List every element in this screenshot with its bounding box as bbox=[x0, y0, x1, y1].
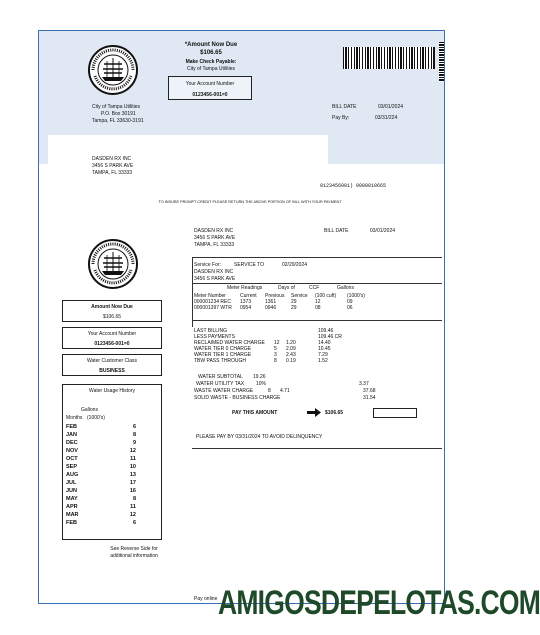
solid-waste-label: SOLID WASTE - BUSINESS CHARGE bbox=[194, 395, 281, 401]
history-month: APR bbox=[66, 504, 78, 510]
history-value: 10 bbox=[129, 464, 136, 470]
meter-cell: 1373 bbox=[240, 299, 252, 305]
meter-row bbox=[194, 305, 375, 311]
history-row bbox=[66, 455, 136, 463]
usage-history-box bbox=[62, 384, 162, 540]
history-value: 11 bbox=[130, 456, 136, 462]
account-number-label: Your Account Number bbox=[87, 331, 137, 337]
customer-street: 3456 S PARK AVE bbox=[92, 163, 134, 169]
stub-make-check-label: Make Check Payable: bbox=[185, 59, 237, 65]
charge-label: RECLAIMED WATER CHARGE bbox=[194, 340, 265, 346]
charge-rate: 1.20 bbox=[286, 340, 296, 346]
city-seal-top-icon bbox=[88, 44, 138, 96]
meter-cell: 09 bbox=[347, 299, 353, 305]
amount-due-label: Amount Now Due bbox=[91, 304, 133, 310]
days-of-label: Days of bbox=[278, 285, 295, 291]
stub-account-label: Your Account Number bbox=[185, 81, 235, 87]
waste-label: WASTE WATER CHARGE bbox=[194, 388, 254, 394]
amount-enclosed-field[interactable] bbox=[373, 408, 417, 418]
stub-amount-label: *Amount Now Due bbox=[184, 42, 238, 48]
charges-list bbox=[194, 328, 378, 364]
amount-due-box bbox=[62, 300, 162, 322]
return-note: TO INSURE PROMPT CREDIT PLEASE RETURN THE ABOVE PORTION OF BILL WITH YOUR PAYMENT bbox=[158, 200, 342, 204]
history-row bbox=[66, 447, 136, 455]
history-row bbox=[66, 503, 136, 511]
history-month: JUL bbox=[66, 480, 77, 486]
history-month: JAN bbox=[66, 432, 78, 438]
account-number-box bbox=[62, 327, 162, 349]
charge-rate: 2.43 bbox=[286, 352, 296, 358]
meter-cell: 1361 bbox=[265, 299, 277, 305]
history-col-units: (1000's) bbox=[87, 415, 105, 421]
meter-cell: 000001397 WTR bbox=[194, 305, 232, 311]
stub-account-box bbox=[168, 76, 252, 100]
meter-cell: 29 bbox=[291, 305, 297, 311]
charge-rate: 2.09 bbox=[286, 346, 296, 352]
meter-cell: (100 cuft) bbox=[315, 293, 337, 299]
history-row bbox=[66, 519, 136, 527]
scan-line: 0123456001) 0000010665 bbox=[320, 183, 387, 189]
charge-qty: 5 bbox=[274, 346, 277, 352]
history-value: 16 bbox=[129, 488, 136, 494]
barcode-top bbox=[343, 47, 435, 69]
remit-po: P.O. Box 30191 bbox=[101, 111, 136, 117]
history-value: 12 bbox=[129, 512, 136, 518]
history-row bbox=[66, 423, 136, 431]
customer-class-value: BUSINESS bbox=[99, 368, 125, 374]
bill-date-value: 03/01/2024 bbox=[370, 228, 396, 234]
history-row bbox=[66, 511, 136, 519]
watermark: AMIGOSDEPELOTAS.COM bbox=[218, 584, 540, 622]
customer-class-label: Water Customer Class bbox=[86, 358, 138, 364]
charge-qty: 8 bbox=[274, 358, 277, 364]
reverse-note-2: additional information bbox=[110, 553, 158, 559]
charge-amount: 10.45 bbox=[318, 346, 331, 352]
charge-label: LESS PAYMENTS bbox=[194, 334, 235, 340]
barcode-vertical bbox=[439, 42, 444, 82]
meter-cell: Previous bbox=[265, 293, 285, 299]
service-for-label: Service For: bbox=[194, 262, 221, 268]
history-value: 6 bbox=[132, 520, 136, 526]
history-value: 9 bbox=[132, 440, 136, 446]
meter-cell: (1000's) bbox=[347, 293, 365, 299]
history-row bbox=[66, 487, 136, 495]
charge-amount: 7.29 bbox=[318, 352, 328, 358]
charge-label: TBW PASS THROUGH bbox=[194, 358, 247, 364]
reverse-note-1: See Reverse Side for bbox=[110, 546, 158, 552]
service-to-date: 02/29/2024 bbox=[282, 262, 308, 268]
customer-class-box bbox=[62, 354, 162, 376]
stub-amount-value: $106.65 bbox=[200, 50, 222, 56]
history-col-month: Months bbox=[66, 415, 83, 421]
history-row bbox=[66, 495, 136, 503]
history-month: NOV bbox=[66, 448, 78, 454]
divider bbox=[192, 320, 442, 321]
usage-history-table bbox=[66, 423, 136, 527]
history-value: 8 bbox=[132, 496, 136, 502]
service-to-label: SERVICE TO bbox=[234, 262, 265, 268]
waste-value: 37.68 bbox=[363, 388, 376, 394]
charge-label: WATER TIER 0 CHARGE bbox=[194, 346, 252, 352]
divider bbox=[192, 283, 442, 284]
customer-name: DASDEN RX INC bbox=[92, 156, 132, 162]
tax-value: 3.37 bbox=[359, 381, 369, 387]
charge-amount: 14.40 bbox=[318, 340, 331, 346]
delinquency-note: PLEASE PAY BY 03/31/2024 TO AVOID DELINQUENCY bbox=[196, 434, 323, 440]
meter-cell: Service bbox=[291, 293, 308, 299]
meter-cell: Current bbox=[240, 293, 257, 299]
history-value: 8 bbox=[132, 432, 136, 438]
history-row bbox=[66, 439, 136, 447]
ccf-label: CCF bbox=[309, 285, 320, 291]
address-window-panel bbox=[48, 135, 328, 192]
account-number-value: 0123456-001=0 bbox=[94, 341, 130, 347]
solid-waste-value: 31.54 bbox=[363, 395, 376, 401]
charge-amount: 109.46 bbox=[318, 328, 334, 334]
waste-qty: 8 bbox=[268, 388, 271, 394]
stub-bill-date-label: BILL DATE bbox=[332, 104, 357, 110]
meter-cell: 06 bbox=[347, 305, 353, 311]
subtotal-value: 19.26 bbox=[253, 374, 266, 380]
charge-row bbox=[194, 358, 378, 364]
stub-pay-by: 03/31/224 bbox=[375, 115, 398, 121]
meter-cell: 29 bbox=[291, 299, 297, 305]
charge-rate: 0.19 bbox=[286, 358, 296, 364]
bill-street: 3456 S PARK AVE bbox=[194, 235, 236, 241]
history-value: 12 bbox=[129, 448, 136, 454]
remit-name: City of Tampa Utilities bbox=[92, 104, 140, 110]
meter-cell: Meter Number bbox=[194, 293, 226, 299]
history-col-gallons: Gallons bbox=[81, 407, 98, 413]
tax-label: WATER UTILITY TAX bbox=[196, 381, 245, 387]
remit-city: Tampa, FL 33630-3191 bbox=[92, 118, 144, 124]
divider bbox=[192, 257, 442, 258]
bill-date-label: BILL DATE bbox=[324, 228, 349, 234]
history-month: OCT bbox=[66, 456, 78, 462]
bill-name: DASDEN RX INC bbox=[194, 228, 234, 234]
history-value: 6 bbox=[132, 424, 136, 430]
waste-rate: 4.71 bbox=[280, 388, 290, 394]
history-row bbox=[66, 479, 136, 487]
charge-amount: 1.52 bbox=[318, 358, 328, 364]
subtotal-label: WATER SUBTOTAL bbox=[198, 374, 243, 380]
pay-online-link[interactable]: Pay online bbox=[194, 596, 218, 602]
history-month: FEB bbox=[66, 424, 77, 430]
divider bbox=[192, 448, 442, 449]
stub-payee: City of Tampa Utilities bbox=[187, 66, 235, 72]
history-month: MAY bbox=[66, 496, 78, 502]
history-month: DEC bbox=[66, 440, 78, 446]
history-month: JUN bbox=[66, 488, 78, 494]
meter-cell: 0954 bbox=[240, 305, 252, 311]
history-row bbox=[66, 471, 136, 479]
meter-readings-label: Meter Readings bbox=[227, 285, 263, 291]
meter-cell: 08 bbox=[315, 305, 321, 311]
amount-due-value: $106.65 bbox=[102, 314, 122, 320]
pay-this-amount-label: PAY THIS AMOUNT bbox=[232, 410, 278, 416]
customer-city: TAMPA, FL 33333 bbox=[92, 170, 133, 176]
service-name: DASDEN RX INC bbox=[194, 269, 234, 275]
meter-table bbox=[194, 293, 375, 311]
history-month: FEB bbox=[66, 520, 77, 526]
stub-bill-date: 03/01/2024 bbox=[378, 104, 404, 110]
history-month: AUG bbox=[66, 472, 79, 478]
arrow-right-icon bbox=[307, 408, 321, 417]
history-month: MAR bbox=[66, 512, 79, 518]
city-seal-icon bbox=[88, 238, 138, 290]
usage-history-title: Water Usage History bbox=[89, 388, 135, 394]
charge-amount: 109.46 CR bbox=[318, 334, 342, 340]
tax-rate: 10% bbox=[256, 381, 267, 387]
stub-pay-by-label: Pay By: bbox=[332, 115, 350, 121]
history-row bbox=[66, 431, 136, 439]
bill-city: TAMPA, FL 33333 bbox=[194, 242, 235, 248]
history-month: SEP bbox=[66, 464, 78, 470]
charge-label: LAST BILLING bbox=[194, 328, 227, 334]
meter-cell: 0946 bbox=[265, 305, 277, 311]
history-value: 17 bbox=[129, 480, 136, 486]
history-value: 11 bbox=[130, 504, 136, 510]
meter-cell: 000001234 REC bbox=[194, 299, 231, 305]
service-street: 3456 S PARK AVE bbox=[194, 276, 236, 282]
charge-qty: 3 bbox=[274, 352, 277, 358]
divider-vertical bbox=[192, 257, 193, 327]
history-value: 13 bbox=[129, 472, 136, 478]
meter-cell: 12 bbox=[315, 299, 321, 305]
charge-label: WATER TIER 1 CHARGE bbox=[194, 352, 252, 358]
charge-qty: 12 bbox=[274, 340, 280, 346]
gallons-label: Gallons bbox=[337, 285, 354, 291]
stub-account-number: 0123456-001=0 bbox=[192, 92, 228, 98]
history-row bbox=[66, 463, 136, 471]
pay-this-amount-value: $106.65 bbox=[325, 410, 344, 416]
